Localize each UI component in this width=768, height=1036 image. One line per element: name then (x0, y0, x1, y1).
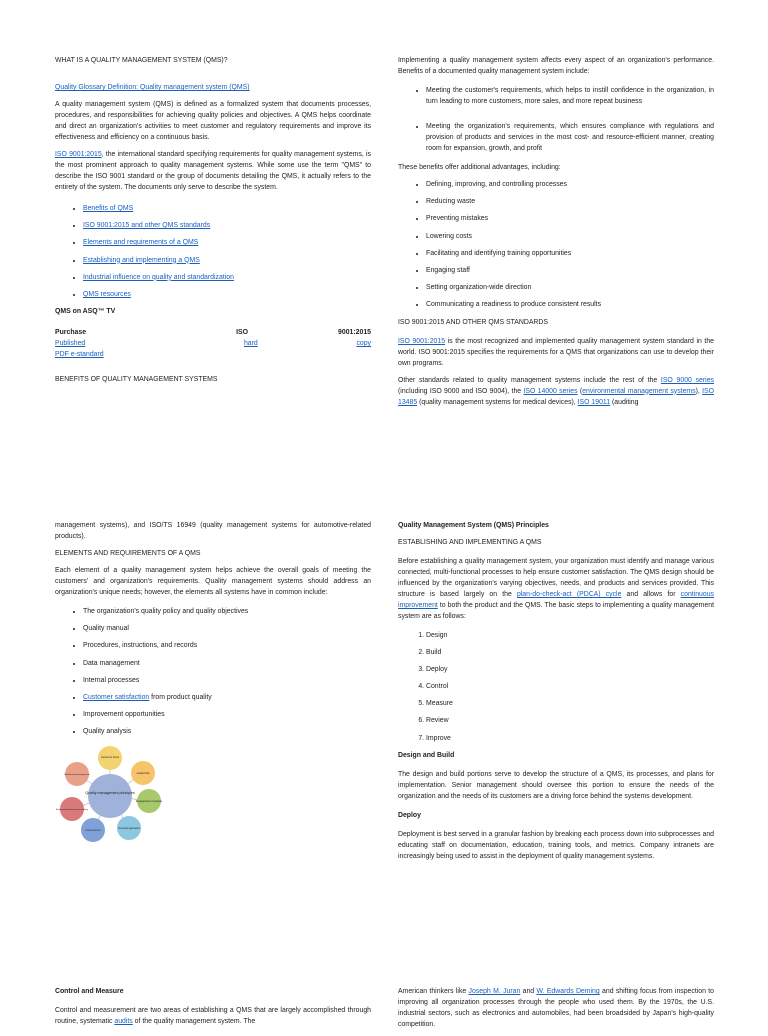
page-3-left-column (55, 986, 371, 1033)
node-label: Process approach (118, 826, 140, 830)
steps-list (398, 630, 714, 744)
toc-item[interactable]: • Establishing and implementing a QMS (83, 255, 371, 266)
list-item: • Preventing mistakes (426, 213, 714, 224)
purchase-row: Purchase ISO 9001:2015 (55, 329, 371, 337)
toc-item[interactable]: • ISO 9001:2015 and other QMS standards (83, 220, 371, 231)
list-item: • Procedures, instructions, and records (83, 640, 371, 651)
establishing-heading: ESTABLISHING AND IMPLEMENTING A QMS (398, 539, 542, 546)
deploy-paragraph: Deployment is best served in a granular fashion by breaking each process down into subprocesses and educating staff on documentation, education, training tools, and metrics. Company intranets are increasingly being used to assist in the deployment of quality management systems. (398, 830, 714, 860)
list-item: 2. Build (426, 647, 714, 658)
toc-item[interactable]: • Industrial influence on quality and standardization (83, 272, 371, 283)
node-label: Improvement (85, 828, 101, 832)
iso-9001-link[interactable]: ISO 9001:2015 (55, 151, 102, 158)
toc-item[interactable]: • Benefits of QMS (83, 203, 371, 214)
deploy-heading: Deploy (398, 811, 421, 819)
page-3-right-column (398, 986, 714, 1036)
establishing-paragraph: Before establishing a quality management system, your organization must identify and manage various connected, multi-functional processes to help ensure customer satisfaction. The QMS design should be influenced by the organization's varying objectives, needs, and products and services provided. This structure is based largely on the plan-do-check-act (PDCA) cycle and allows for continuous improvement to both the product and the QMS. The basic steps to implementing a quality management system are as follows: (398, 558, 715, 620)
design-build-paragraph: The design and build portions serve to develop the structure of a QMS, its processes, and plans for implementation. Senior management should oversee this portion to ensure the needs of the organization and the needs of its customers are a driving force behind the systems development. (398, 770, 714, 800)
toc-item[interactable]: • Elements and requirements of a QMS (83, 237, 371, 248)
list-item: • Meeting the customer's requirements, which helps to instill confidence in the organization, in turn leading to more customers, more sales, and more repeat business (426, 85, 714, 107)
list-item: • Defining, improving, and controlling processes (426, 179, 714, 190)
environmental-management-link[interactable]: environmental management systems (582, 387, 696, 395)
center-label: Quality management principles (85, 790, 135, 795)
deming-link[interactable]: W. Edwards Deming (536, 988, 600, 995)
iso-paragraph: ISO 9001:2015, the international standard specifying requirements for quality management systems, is the most prominent approach to quality management systems. While some use the term "QMS" to describe the ISO 9001 standard or the group of documents detailing the QMS, it actually refers to the entirety of the system. The documents only serve to describe the system. (55, 151, 371, 191)
iso-9001-link[interactable]: ISO 9001:2015 (398, 337, 446, 345)
additional-advantages-intro: These benefits offer additional advantages, including: (398, 164, 561, 171)
other-standards-paragraph: Other standards related to quality management systems include the rest of the ISO 9000 series (including ISO 9000 and ISO 9004), the ISO 14000 series (environmental management systems), ISO 13485 (quality management systems for medical devices), ISO 19011 (auditing (398, 376, 715, 406)
list-item: • Quality analysis (83, 726, 371, 737)
design-build-heading: Design and Build (398, 751, 455, 759)
elements-paragraph: Each element of a quality management system helps achieve the overall goals of meeting the customers' and organization's requirements. Quality management systems should address an organization's unique needs; however, the elements all systems have in common include: (55, 567, 371, 596)
iso-standards-heading: ISO 9001:2015 AND OTHER QMS STANDARDS (398, 318, 548, 326)
list-item: • Quality manual (83, 623, 371, 634)
node-label: Evidence-based decision making (56, 808, 88, 811)
list-item: 3. Deploy (426, 664, 714, 675)
page-3 (0, 984, 768, 1028)
list-item: • Improvement opportunities (83, 709, 371, 720)
published-hard-copy-link[interactable]: Published hard copy (55, 340, 371, 348)
node-label: Customer focus (100, 755, 120, 759)
page-1-left-column (55, 55, 371, 391)
iso-14000-series-link[interactable]: ISO 14000 series (523, 387, 578, 395)
iso-13485-link[interactable]: ISO 13485 (398, 387, 715, 406)
audits-link[interactable]: audits (114, 1018, 133, 1025)
list-item: • The organization's quality policy and quality objectives (83, 606, 371, 617)
list-item: 5. Measure (426, 698, 714, 709)
list-item: 6. Review (426, 715, 714, 726)
page-2-left-column (55, 520, 371, 844)
page-1 (0, 0, 768, 512)
list-item: 1. Design (426, 630, 714, 641)
list-item: 7. Improve (426, 733, 714, 744)
history-paragraph: American thinkers like Joseph M. Juran and W. Edwards Deming and shifting focus from inspection to improving all organization processes through the people who used them. By the 1970s, the U.S. industrial sectors, such as electronics and automobiles, had been broadsided by Japan's high-quality competition. (398, 988, 715, 1028)
list-item: • Data management (83, 658, 371, 669)
customer-satisfaction-link[interactable]: Customer satisfaction (83, 693, 150, 701)
juran-link[interactable]: Joseph M. Juran (468, 988, 521, 995)
node-label: Relationship management (64, 773, 90, 776)
list-item: • Reducing waste (426, 196, 714, 207)
qms-principles-heading: Quality Management System (QMS) Principles (398, 522, 549, 529)
list-item: • Engaging staff (426, 265, 714, 276)
list-item: • Setting organization-wide direction (426, 282, 714, 293)
benefits-heading: BENEFITS OF QUALITY MANAGEMENT SYSTEMS (55, 376, 218, 384)
node-label: Leadership (136, 771, 150, 775)
list-item: 4. Control (426, 681, 714, 692)
glossary-definition-link[interactable]: Quality Glossary Definition: Quality management system (QMS) (55, 84, 250, 91)
iso-19011-link[interactable]: ISO 19011 (577, 398, 611, 406)
control-measure-heading: Control and Measure (55, 988, 124, 995)
continuous-improvement-link[interactable]: continuous improvement (398, 591, 715, 609)
principles-diagram-svg (57, 744, 167, 844)
node-label: Engagement of people (135, 799, 163, 803)
continued-paragraph: management systems), and ISO/TS 16949 (quality management systems for automotive-related products). (55, 522, 371, 540)
list-item: • Lowering costs (426, 231, 714, 242)
qms-heading: WHAT IS A QUALITY MANAGEMENT SYSTEM (QMS)? (55, 57, 228, 64)
page-1-right-column (398, 55, 714, 414)
control-measure-paragraph: Control and measurement are two areas of establishing a QMS that are largely accomplished through routine, systematic audits of the quality management system. The (55, 1007, 371, 1025)
benefits-intro: Implementing a quality management system affects every aspect of an organization's performance. Benefits of a documented quality management system include: (398, 57, 714, 75)
center-node (88, 774, 132, 818)
list-item: • Facilitating and identifying training opportunities (426, 248, 714, 259)
list-item: • Customer satisfaction from product quality (83, 692, 371, 703)
page-2 (0, 512, 768, 972)
pdca-cycle-link[interactable]: plan-do-check-act (PDCA) cycle (516, 591, 622, 598)
iso-9000-series-link[interactable]: ISO 9000 series (660, 376, 714, 384)
qms-tv-heading: QMS on ASQ™ TV (55, 308, 116, 316)
toc-item[interactable]: • QMS resources (83, 289, 371, 300)
list-item: • Communicating a readiness to produce consistent results (426, 299, 714, 310)
page-2-right-column (398, 520, 714, 868)
table-of-contents (55, 203, 371, 300)
elements-list (55, 606, 371, 737)
list-item: • Internal processes (83, 675, 371, 686)
quality-principles-diagram (57, 744, 167, 844)
elements-heading: ELEMENTS AND REQUIREMENTS OF A QMS (55, 550, 201, 557)
iso-standards-paragraph: ISO 9001:2015 is the most recognized and implemented quality management system standard in the world. ISO 9001:2015 specifies the requirements for a QMS that organizations can use to develop their own programs. (398, 337, 715, 367)
pdf-estandard-link[interactable]: PDF e-standard (55, 351, 104, 359)
benefits-list (398, 85, 714, 154)
advantages-list (398, 179, 714, 310)
qms-definition-paragraph: A quality management system (QMS) is defined as a formalized system that documents processes, procedures, and responsibilities for achieving quality policies and objectives. A QMS helps coordinate and direct an organization's activities to meet customer and regulatory requirements and improve its effectiveness and efficiency on a continuous basis. (55, 101, 371, 141)
list-item: • Meeting the organization's requirements, which ensures compliance with regulations and provision of products and services in the most cost- and resource-efficient manner, creating room for expansion, growth, and profit (426, 121, 714, 154)
